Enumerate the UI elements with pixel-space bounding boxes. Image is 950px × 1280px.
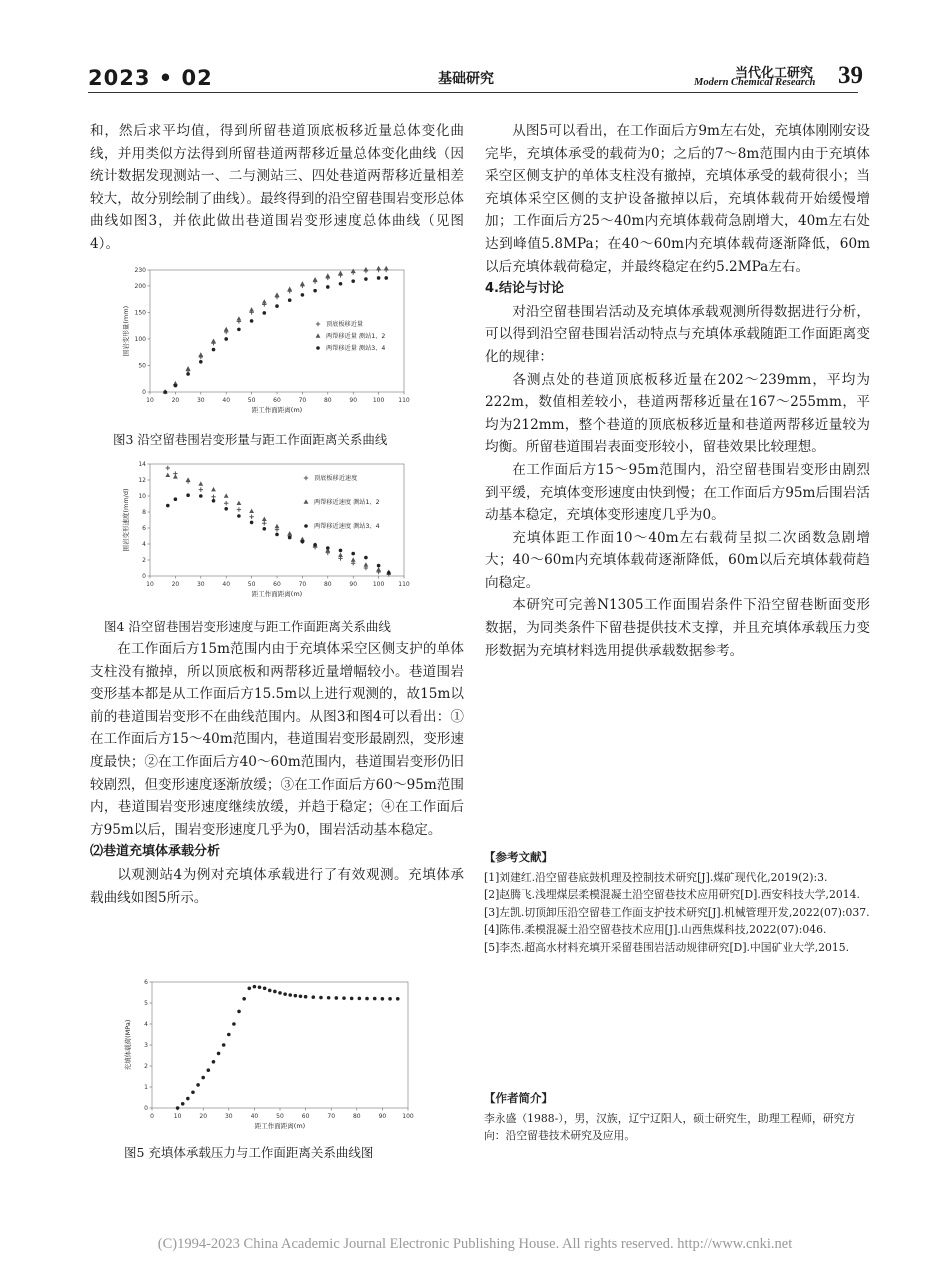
y-tick-label: 3 xyxy=(144,1042,148,1049)
right-heading-conclusion: 4.结论与讨论 xyxy=(485,281,564,297)
data-point xyxy=(350,997,354,1001)
data-point xyxy=(199,494,203,498)
legend-label: 两帮移近速度 测站1、2 xyxy=(314,499,380,507)
data-point xyxy=(377,276,381,280)
data-point xyxy=(373,997,377,1001)
data-point xyxy=(300,281,305,285)
data-point xyxy=(327,996,331,1000)
copyright-footer: (C)1994-2023 China Academic Journal Electronic Publishing House. All rights reserved. http://www.cnki.net xyxy=(157,1236,793,1252)
data-point xyxy=(262,299,267,303)
data-point xyxy=(351,268,356,272)
y-axis-label: 充填体载荷(MPa) xyxy=(124,1019,132,1071)
data-point xyxy=(326,285,330,289)
data-point xyxy=(287,286,292,290)
data-point xyxy=(212,348,216,352)
data-point xyxy=(304,995,308,999)
x-tick-label: 70 xyxy=(327,1113,336,1120)
x-tick-label: 20 xyxy=(171,397,180,404)
x-tick-label: 60 xyxy=(301,1113,310,1120)
data-point xyxy=(338,271,343,275)
data-point xyxy=(198,481,203,485)
x-tick-label: 90 xyxy=(349,581,358,588)
data-point xyxy=(301,540,305,544)
y-tick-label: 200 xyxy=(134,282,146,290)
data-point xyxy=(387,571,391,575)
data-point xyxy=(242,997,246,1001)
data-point xyxy=(211,487,216,491)
x-tick-label: 80 xyxy=(352,1113,361,1120)
data-point xyxy=(299,994,303,998)
data-point xyxy=(342,996,346,1000)
data-point xyxy=(186,477,191,481)
data-point xyxy=(377,564,381,568)
data-point xyxy=(351,557,356,561)
author-bio xyxy=(484,1090,870,1145)
x-tick-label: 60 xyxy=(273,581,281,588)
data-point xyxy=(250,521,254,525)
x-tick-label: 40 xyxy=(222,581,231,588)
data-point xyxy=(351,279,355,283)
y-tick-label: 10 xyxy=(138,493,146,500)
data-point xyxy=(384,266,389,270)
x-tick-label: 50 xyxy=(247,397,256,404)
x-tick-label: 30 xyxy=(196,397,205,404)
reference-item: [2]赵腾飞.浅埋煤层柔模混凝土沿空留巷技术应用研究[D].西安科技大学,2014. xyxy=(484,888,860,901)
figure-3-caption: 图3 沿空留巷围岩变形量与距工作面距离关系曲线 xyxy=(113,432,388,447)
figure-4-caption: 图4 沿空留巷围岩变形速度与距工作面距离关系曲线 xyxy=(104,619,391,634)
y-tick-label: 14 xyxy=(138,461,146,468)
data-point xyxy=(294,994,298,998)
data-point xyxy=(396,997,400,1001)
data-point xyxy=(304,476,308,480)
journal-name-en: Modern Chemical Research xyxy=(694,77,816,88)
data-point xyxy=(207,1068,211,1072)
left-para-3: 以观测站4为例对充填体承载进行了有效观测。充填体承载曲线如图5所示。 xyxy=(90,866,464,906)
left-para-2: 在工作面后方15m范围内由于充填体采空区侧支护的单体支柱没有撤掉，所以顶底板和两帮移近量增幅较小。巷道围岩变形基本都是从工作面后方15.5m以上进行观测的，故15m以前的巷道围岩变形不在曲线范围内。从图3和图4可以看出：①在工作面后方15～40m范围内，巷道围岩变形最剧烈，变形速度最快；②在工作面后方40～60m范围内，巷道围岩变形仍旧较剧烈，但变形速度逐渐放缓；③在工作面后方60～95m范围内，巷道围岩变形速度继续放缓，并趋于稳定；④在工作面后方95m以后，围岩变形速度几乎为0，围岩活动基本稳定。 xyxy=(90,641,464,838)
data-point xyxy=(316,322,320,326)
x-tick-label: 50 xyxy=(247,581,256,588)
data-point xyxy=(304,524,308,528)
y-tick-label: 6 xyxy=(142,525,146,532)
x-tick-label: 80 xyxy=(323,581,332,588)
data-point xyxy=(275,524,280,528)
y-tick-label: 6 xyxy=(144,979,148,986)
y-tick-label: 100 xyxy=(134,335,146,343)
data-point xyxy=(275,533,279,537)
y-tick-label: 50 xyxy=(138,362,146,370)
y-tick-label: 0 xyxy=(142,389,146,396)
data-point xyxy=(186,366,191,370)
data-point xyxy=(381,997,385,1001)
x-axis-label: 距工作面距离(m) xyxy=(251,406,303,414)
reference-item: [4]陈伟.柔模混凝土沿空留巷技术应用[J].山西焦煤科技,2022(07):046. xyxy=(484,923,827,936)
data-point xyxy=(326,546,330,550)
y-tick-label: 0 xyxy=(144,1105,148,1112)
references xyxy=(484,849,870,956)
data-point xyxy=(304,499,309,503)
x-tick-label: 40 xyxy=(250,1113,259,1120)
data-point xyxy=(313,289,317,293)
data-point xyxy=(301,293,305,297)
right-para-1: 从图5可以看出，在工作面后方9m左右处，充填体刚刚安设完毕，充填体承受的载荷为0；之后的7～8m范围内由于充填体采空区侧支护的单体支柱没有撤掉，充填体承受的载荷很小；当充填体采空区侧的支护设备撤掉以后，充填体载荷开始缓慢增加；工作面后方25～40m内充填体载荷急剧增大，40m左右处达到峰值5.8MPa；在40～60m内充填体载荷逐渐降低，60m以后充填体载荷稳定，并最终稳定在约5.2MPa左右。 xyxy=(485,123,870,275)
data-point xyxy=(201,1076,205,1080)
data-point xyxy=(211,495,215,499)
data-point xyxy=(174,497,178,501)
data-point xyxy=(224,337,228,341)
data-point xyxy=(263,987,267,991)
data-point xyxy=(275,292,280,296)
data-point xyxy=(163,390,167,394)
x-tick-label: 90 xyxy=(349,397,358,404)
data-point xyxy=(258,985,262,989)
data-point xyxy=(166,504,170,508)
right-para-3: 各测点处的巷道顶底板移近量在202～239mm，平均为222m，数值相差较小，巷道两帮移近量在167～255mm，平均为212mm，整个巷道的顶底板移近量和巷道两帮移近量较为均衡。所留巷道围岩表面变形较小，留巷效果比较理想。 xyxy=(485,371,870,456)
y-tick-label: 0 xyxy=(142,573,146,580)
left-para-1: 和，然后求平均值，得到所留巷道顶底板移近量总体变化曲线，并用类似方法得到所留巷道两帮移近量总体变化曲线（因统计数据发现测站一、二与测站三、四处巷道两帮移近量相差较大，故分别绘制了曲线）。最终得到的沿空留巷围岩变形总体曲线如图3，并依此做出巷道围岩变形速度总体曲线（见图4）。 xyxy=(90,123,464,252)
data-point xyxy=(224,327,229,331)
right-para-5: 充填体距工作面10～40m左右载荷呈拟二次函数急剧增大；40～60m内充填体载荷逐渐降低，60m以后充填体载荷趋向稳定。 xyxy=(485,529,870,591)
data-point xyxy=(186,493,190,497)
x-tick-label: 100 xyxy=(372,581,385,588)
data-point xyxy=(224,493,229,497)
data-point xyxy=(224,507,228,511)
x-tick-label: 90 xyxy=(378,1113,387,1120)
data-point xyxy=(181,1102,185,1106)
x-tick-label: 10 xyxy=(146,397,154,404)
left-para-2-block xyxy=(90,638,464,909)
data-point xyxy=(186,1097,190,1101)
data-point xyxy=(237,507,241,511)
data-point xyxy=(212,1060,216,1064)
figure-5-caption: 图5 充填体承载压力与工作面距离关系曲线图 xyxy=(124,1145,374,1160)
data-point xyxy=(273,990,277,994)
y-tick-label: 4 xyxy=(144,1021,148,1028)
x-tick-label: 40 xyxy=(222,397,231,404)
right-column xyxy=(485,120,870,662)
data-point xyxy=(288,993,292,997)
data-point xyxy=(278,991,282,995)
legend-label: 两帮移近量 测站3、4 xyxy=(326,345,386,353)
data-point xyxy=(199,487,203,491)
y-axis-label: 围岩变形速度(mm/d) xyxy=(122,488,130,552)
left-subheading: ⑵巷道充填体承载分析 xyxy=(90,844,221,860)
y-tick-label: 150 xyxy=(134,309,146,317)
legend-label: 顶底板移近量 xyxy=(326,321,364,329)
figure-4-chart xyxy=(108,458,420,608)
data-point xyxy=(262,521,266,525)
author-text: 李永盛（1988-），男，汉族，辽宁辽阳人，硕士研究生，助理工程师，研究方向：沿空留巷技术研究及应用。 xyxy=(484,1111,856,1142)
x-tick-label: 110 xyxy=(398,581,410,588)
y-tick-label: 12 xyxy=(138,477,146,484)
x-tick-label: 70 xyxy=(298,581,307,588)
plot-frame xyxy=(152,982,408,1108)
data-point xyxy=(237,501,242,505)
data-point xyxy=(253,985,257,989)
data-point xyxy=(288,536,292,540)
right-para-6: 本研究可完善N1305工作面围岩条件下沿空留巷断面变形数据，为同类条件下留巷提供技术支撑，并且充填体承载压力变形数据为充填材料选用提供承载数据参考。 xyxy=(485,597,870,659)
header-rule xyxy=(88,92,858,93)
data-point xyxy=(287,531,292,535)
data-point xyxy=(227,1033,231,1037)
legend-label: 两帮移近量 测站1、2 xyxy=(326,333,386,341)
issue-year: 2023 • 02 xyxy=(88,66,213,90)
data-point xyxy=(275,304,279,308)
data-point xyxy=(376,567,381,571)
journal-name-cn: 当代化工研究 xyxy=(735,66,814,81)
data-point xyxy=(211,338,216,342)
y-tick-label: 1 xyxy=(144,1084,148,1091)
y-tick-label: 5 xyxy=(144,1000,148,1007)
x-tick-label: 70 xyxy=(298,397,307,404)
data-point xyxy=(311,995,315,999)
y-tick-label: 4 xyxy=(142,541,146,548)
data-point xyxy=(335,996,339,1000)
data-point xyxy=(165,473,170,477)
data-point xyxy=(249,509,254,513)
data-point xyxy=(247,987,251,991)
data-point xyxy=(191,1090,195,1094)
data-point xyxy=(222,1043,226,1047)
right-para-2: 对沿空留巷围岩活动及充填体承载观测所得数据进行分析，可以得到沿空留巷围岩活动特点与充填体承载随距工作面距离变化的规律： xyxy=(485,303,870,365)
x-tick-label: 10 xyxy=(146,581,154,588)
x-tick-label: 100 xyxy=(402,1113,414,1120)
right-para-4: 在工作面后方15～95m范围内，沿空留巷围岩变形由剧烈到平缓，充填体变形速度由快到慢；在工作面后方95m后围岩活动基本稳定，充填体变形速度几乎为0。 xyxy=(485,461,870,524)
data-point xyxy=(316,346,320,350)
figure-3-chart xyxy=(108,262,420,422)
data-point xyxy=(224,501,228,505)
page-number: 39 xyxy=(838,62,863,89)
data-point xyxy=(388,997,392,1001)
data-point xyxy=(283,992,287,996)
data-point xyxy=(176,1106,180,1110)
data-point xyxy=(339,282,343,286)
data-point xyxy=(198,352,203,356)
data-point xyxy=(237,514,241,518)
reference-item: [1]刘建红.沿空留巷底鼓机理及控制技术研究[J].煤矿现代化,2019(2):3. xyxy=(484,870,828,884)
data-point xyxy=(351,552,355,556)
legend-label: 两帮移近速度 测站3、4 xyxy=(314,523,380,531)
data-point xyxy=(384,276,388,280)
data-point xyxy=(217,1052,221,1056)
x-tick-label: 20 xyxy=(171,581,180,588)
data-point xyxy=(313,277,318,281)
data-point xyxy=(186,372,190,376)
data-point xyxy=(364,267,369,271)
left-para-1-block xyxy=(90,120,464,256)
x-tick-label: 20 xyxy=(199,1113,208,1120)
data-point xyxy=(237,328,241,332)
data-point xyxy=(316,333,321,337)
data-point xyxy=(263,311,267,315)
data-point xyxy=(262,517,267,521)
x-tick-label: 100 xyxy=(372,397,385,404)
x-tick-label: 60 xyxy=(273,397,281,404)
figure-5-chart xyxy=(120,974,420,1130)
data-point xyxy=(249,307,254,311)
y-tick-label: 8 xyxy=(142,509,146,516)
data-point xyxy=(376,266,381,270)
y-tick-label: 2 xyxy=(144,1063,148,1070)
reference-item: [3]左凯.切顶卸压沿空留巷工作面支护技术研究[J].机械管理开发,2022(07):037. xyxy=(484,905,870,919)
data-point xyxy=(199,360,203,364)
data-point xyxy=(365,997,369,1001)
x-tick-label: 30 xyxy=(196,581,205,588)
legend-label: 顶底板移近速度 xyxy=(314,475,358,483)
data-point xyxy=(338,553,343,557)
data-point xyxy=(319,996,323,1000)
data-point xyxy=(212,499,216,503)
data-point xyxy=(174,384,178,388)
data-point xyxy=(173,474,178,478)
data-point xyxy=(339,549,343,553)
data-point xyxy=(237,316,242,320)
y-tick-label: 2 xyxy=(142,557,146,564)
data-point xyxy=(166,466,170,470)
data-point xyxy=(358,997,362,1001)
x-tick-label: 0 xyxy=(150,1113,154,1120)
x-tick-label: 10 xyxy=(173,1113,182,1120)
data-point xyxy=(249,515,253,519)
data-point xyxy=(263,527,267,531)
x-tick-label: 50 xyxy=(276,1113,284,1120)
x-tick-label: 80 xyxy=(323,397,332,404)
y-tick-label: 230 xyxy=(134,267,146,274)
x-tick-label: 110 xyxy=(398,397,410,404)
author-title: 【作者简介】 xyxy=(484,1091,553,1105)
data-point xyxy=(364,277,368,281)
data-point xyxy=(196,1083,200,1087)
data-point xyxy=(268,989,272,993)
x-axis-label: 距工作面距离(m) xyxy=(254,1122,306,1130)
data-point xyxy=(325,273,330,277)
y-axis-label: 围岩变形量(mm) xyxy=(122,305,130,357)
references-title: 【参考文献】 xyxy=(484,850,553,864)
data-point xyxy=(313,543,317,547)
data-point xyxy=(237,1010,241,1014)
data-point xyxy=(288,298,292,302)
section-title: 基础研究 xyxy=(438,71,494,87)
data-point xyxy=(364,562,369,566)
x-tick-label: 30 xyxy=(224,1113,233,1120)
data-point xyxy=(250,319,254,323)
data-point xyxy=(232,1022,236,1026)
x-axis-label: 距工作面距离(m) xyxy=(251,590,303,598)
data-point xyxy=(364,556,368,560)
reference-item: [5]李杰.超高水材料充填开采留巷围岩活动规律研究[D].中国矿业大学,2015. xyxy=(484,940,850,954)
